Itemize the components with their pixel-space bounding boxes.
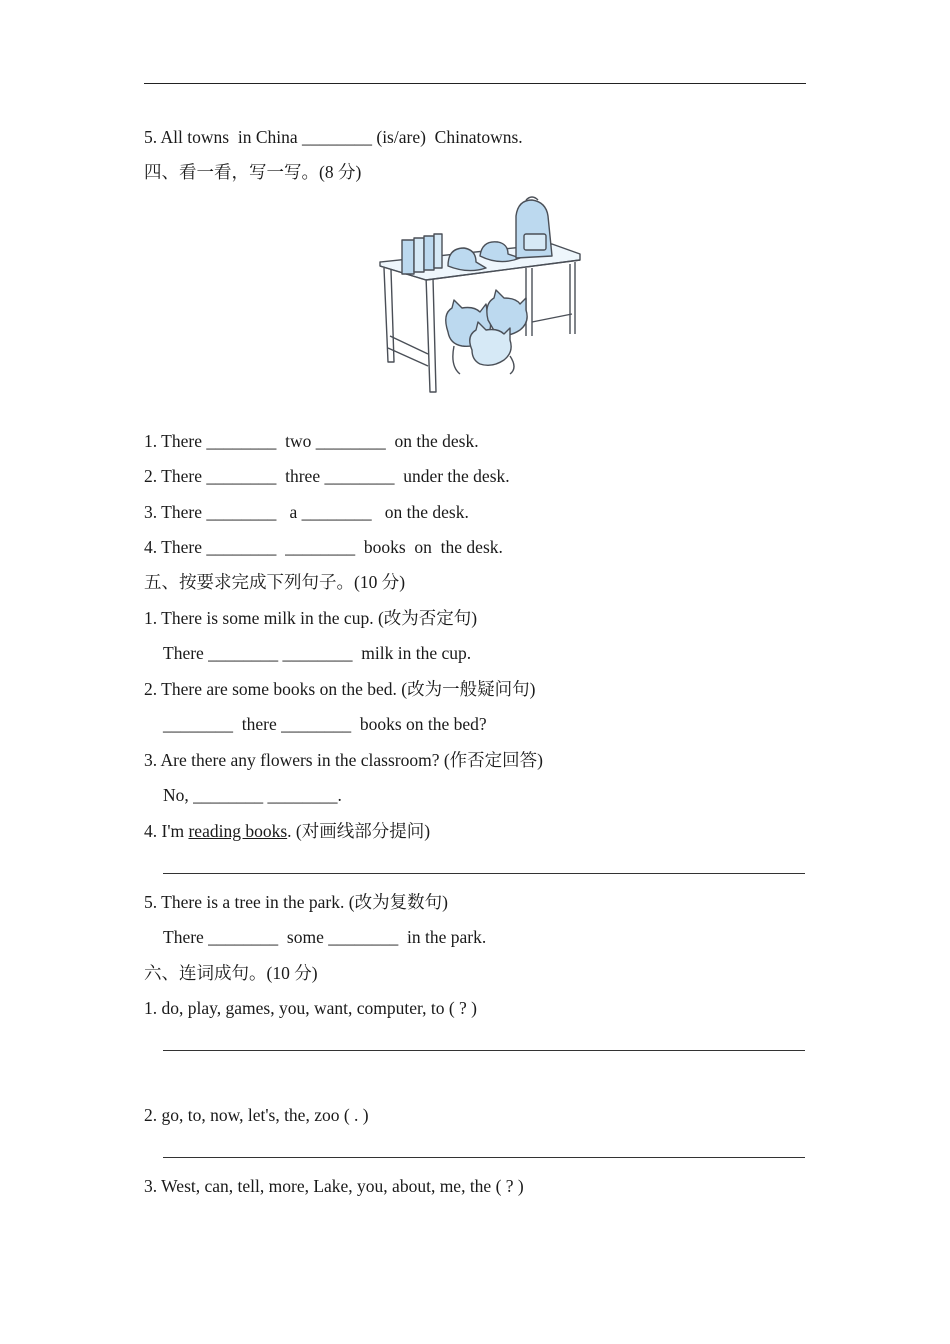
answer-line-s5-q4 [163, 873, 805, 874]
section-5-answer-1: There ________ ________ milk in the cup. [163, 643, 472, 663]
answer-line-s6-q1 [163, 1050, 805, 1051]
q4-prefix: 4. I'm [144, 821, 189, 841]
section-5-answer-3: No, ________ ________. [163, 785, 342, 805]
section-4-question-1: 1. There ________ two ________ on the desk. [144, 431, 479, 451]
section-5-question-3: 3. Are there any flowers in the classroom? (作否定回答) [144, 750, 543, 770]
section-5-answer-5: There ________ some ________ in the park. [163, 927, 487, 947]
section-5-question-1: 1. There is some milk in the cup. (改为否定句) [144, 608, 478, 628]
section-5-answer-2: ________ there ________ books on the bed? [163, 714, 487, 734]
top-rule [144, 83, 806, 84]
question-prev-5: 5. All towns in China ________ (is/are) Chinatowns. [144, 127, 523, 147]
section-5-question-5: 5. There is a tree in the park. (改为复数句) [144, 892, 448, 912]
section-4-question-3: 3. There ________ a ________ on the desk. [144, 502, 469, 522]
section-6-question-1: 1. do, play, games, you, want, computer, to ( ? ) [144, 998, 478, 1018]
section-4-question-4: 4. There ________ ________ books on the desk. [144, 537, 503, 557]
section-6-title: 六、连词成句。(10 分) [144, 963, 318, 983]
section-4-question-2: 2. There ________ three ________ under the desk. [144, 466, 510, 486]
section-6-question-3: 3. West, can, tell, more, Lake, you, about, me, the ( ? ) [144, 1176, 524, 1196]
section-5-title: 五、按要求完成下列句子。(10 分) [144, 572, 406, 592]
section-4-title: 四、看一看，写一写。(8 分) [144, 162, 362, 182]
q4-underlined-phrase: reading books [188, 821, 288, 841]
section-5-question-2: 2. There are some books on the bed. (改为一般疑问句) [144, 679, 536, 699]
section-6-question-2: 2. go, to, now, let's, the, zoo ( . ) [144, 1105, 369, 1125]
answer-line-s6-q2 [163, 1157, 805, 1158]
desk-illustration [376, 196, 584, 396]
q4-suffix: . (对画线部分提问) [287, 821, 431, 841]
section-5-question-4 [144, 820, 430, 842]
